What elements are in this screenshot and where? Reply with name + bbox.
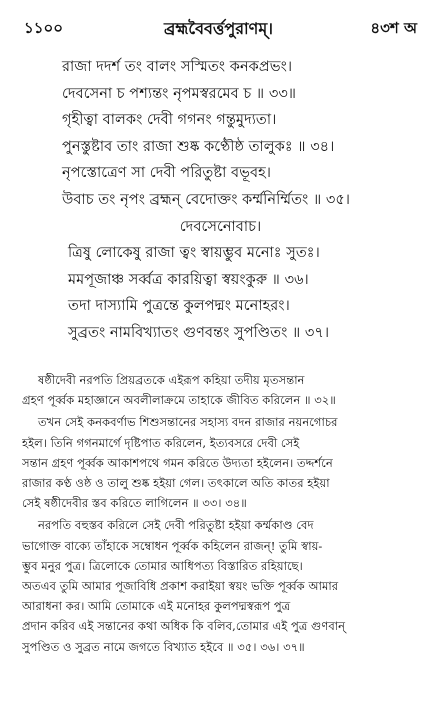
verse-line: নৃপস্তোত্রেণ সা দেবী পরিতুষ্টা বভূবহ।: [62, 164, 271, 182]
translation-line: ষষ্ঠীদেবী নরপতি প্রিয়ব্রতকে এইরূপ কহিয়া তদীয় মৃতসন্তান: [38, 373, 305, 387]
translation-line: প্রদান করিব এই সন্তানের কথা অধিক কি বলিব,তোমার এই পুত্র গুণবান্‌: [22, 619, 346, 634]
verse-line: গৃহীত্বা বালকং দেবী গগনং গন্তুমুদ্যতা।: [62, 111, 277, 129]
running-title: ব্রহ্মবৈবর্ত্তপুরাণম্।: [164, 19, 273, 38]
verse-line: সুব্রতং নামবিখ্যাতং গুণবন্তং সুপণ্ডিতং ॥ ৩৭।: [68, 323, 330, 341]
translation-line: রাজার কণ্ঠ ওষ্ঠ ও তালু শুষ্ক হইয়া গেল। তৎকালে অতি কাতর হইয়া: [22, 476, 330, 491]
translation-line: ভাগোক্ত বাক্যে তাঁহাকে সম্বোধন পূর্ব্বক কহিলেন রাজন্! তুমি স্বায়-: [22, 538, 323, 553]
translation-line: আরাধনা কর। আমি তোমাকে এই মনোহর কুলপদ্মস্বরূপ পুত্র: [22, 599, 291, 614]
verse-line: দেবসেনা চ পশ্যন্তং নৃপমস্বরমেব চ ॥ ৩৩॥: [62, 84, 297, 102]
page-number: ১১০০: [24, 19, 63, 37]
bengali-translation: [22, 370, 427, 657]
verse-line: রাজা দদর্শ তং বালং সস্মিতং কনকপ্রভং।: [62, 58, 293, 75]
chapter-number: ৪৩শ অ: [370, 19, 417, 37]
translation-paragraph: [22, 412, 427, 513]
translation-line: অতএব তুমি আমার পূজাবিধি প্রকাশ করাইয়া স্বয়ং ভক্তি পূর্ব্বক আমার: [22, 579, 339, 594]
translation-line: নরপতি বহুস্তব করিলে সেই দেবী পরিতুষ্টা হইয়া কর্ম্মকাণ্ড বেদ: [38, 518, 314, 533]
translation-paragraph: [22, 370, 427, 410]
translation-line: গ্রহণ পূর্ব্বক মহাজ্ঞানে অবলীলাক্রমে তাহাকে জীবিত করিলেন ॥ ৩২॥: [22, 393, 336, 408]
page-header: [14, 15, 423, 37]
verse-line: তদা দাস্যামি পুত্রন্তে কুলপদ্মং মনোহরং।: [68, 297, 290, 315]
translation-paragraph: [22, 515, 427, 656]
sanskrit-verses: [14, 54, 427, 347]
translation-line: সেই ষষ্ঠীদেবীর স্তব করিতে লাগিলেন ॥ ৩৩। ৩৪॥: [22, 496, 247, 511]
verse-line: পুনস্তুষ্টাব তাং রাজা শুষ্ক কণ্ঠৌষ্ঠ তালুকঃ ॥ ৩৪।: [62, 137, 335, 155]
translation-line: সুপণ্ডিত ও সুব্রত নামে জগতে বিখ্যাত হইবে ॥ ৩৫। ৩৬। ৩৭॥: [22, 639, 305, 654]
verse-line: মমপূজাঞ্চ সর্ব্বত্র কারয়িত্বা স্বয়ংকুরু ॥ ৩৬।: [68, 270, 309, 288]
verse-line: ত্রিষু লোকেষু রাজা ত্বং স্বায়ম্ভুব মনোঃ সুতঃ।: [68, 244, 320, 262]
translation-line: সন্তান গ্রহণ পূর্ব্বক আকাশপথে গমন করিতে উদ্যতা হইলেন। তদ্দর্শনে: [22, 455, 333, 470]
translation-line: হইল। তিনি গগনমার্গে দৃষ্টিপাত করিলেন, ইত্যবসরে দেবী সেই: [22, 435, 300, 450]
translation-line: ম্ভুব মনুর পুত্র। ত্রিলোকে তোমার আধিপত্য বিস্তারিত রহিয়াছে।: [22, 558, 303, 573]
translation-line: তখন সেই কনকবর্ণাভ শিশুসন্তানের সহাস্য বদন রাজার নয়নগোচর: [38, 415, 338, 430]
speaker-heading: দেবসেনোবাচ।: [179, 217, 262, 235]
verse-line: উবাচ তং নৃপং ব্রহ্মন্ বেদোক্তং কর্ম্মনির্ম্মিতং ॥ ৩৫।: [62, 190, 351, 208]
